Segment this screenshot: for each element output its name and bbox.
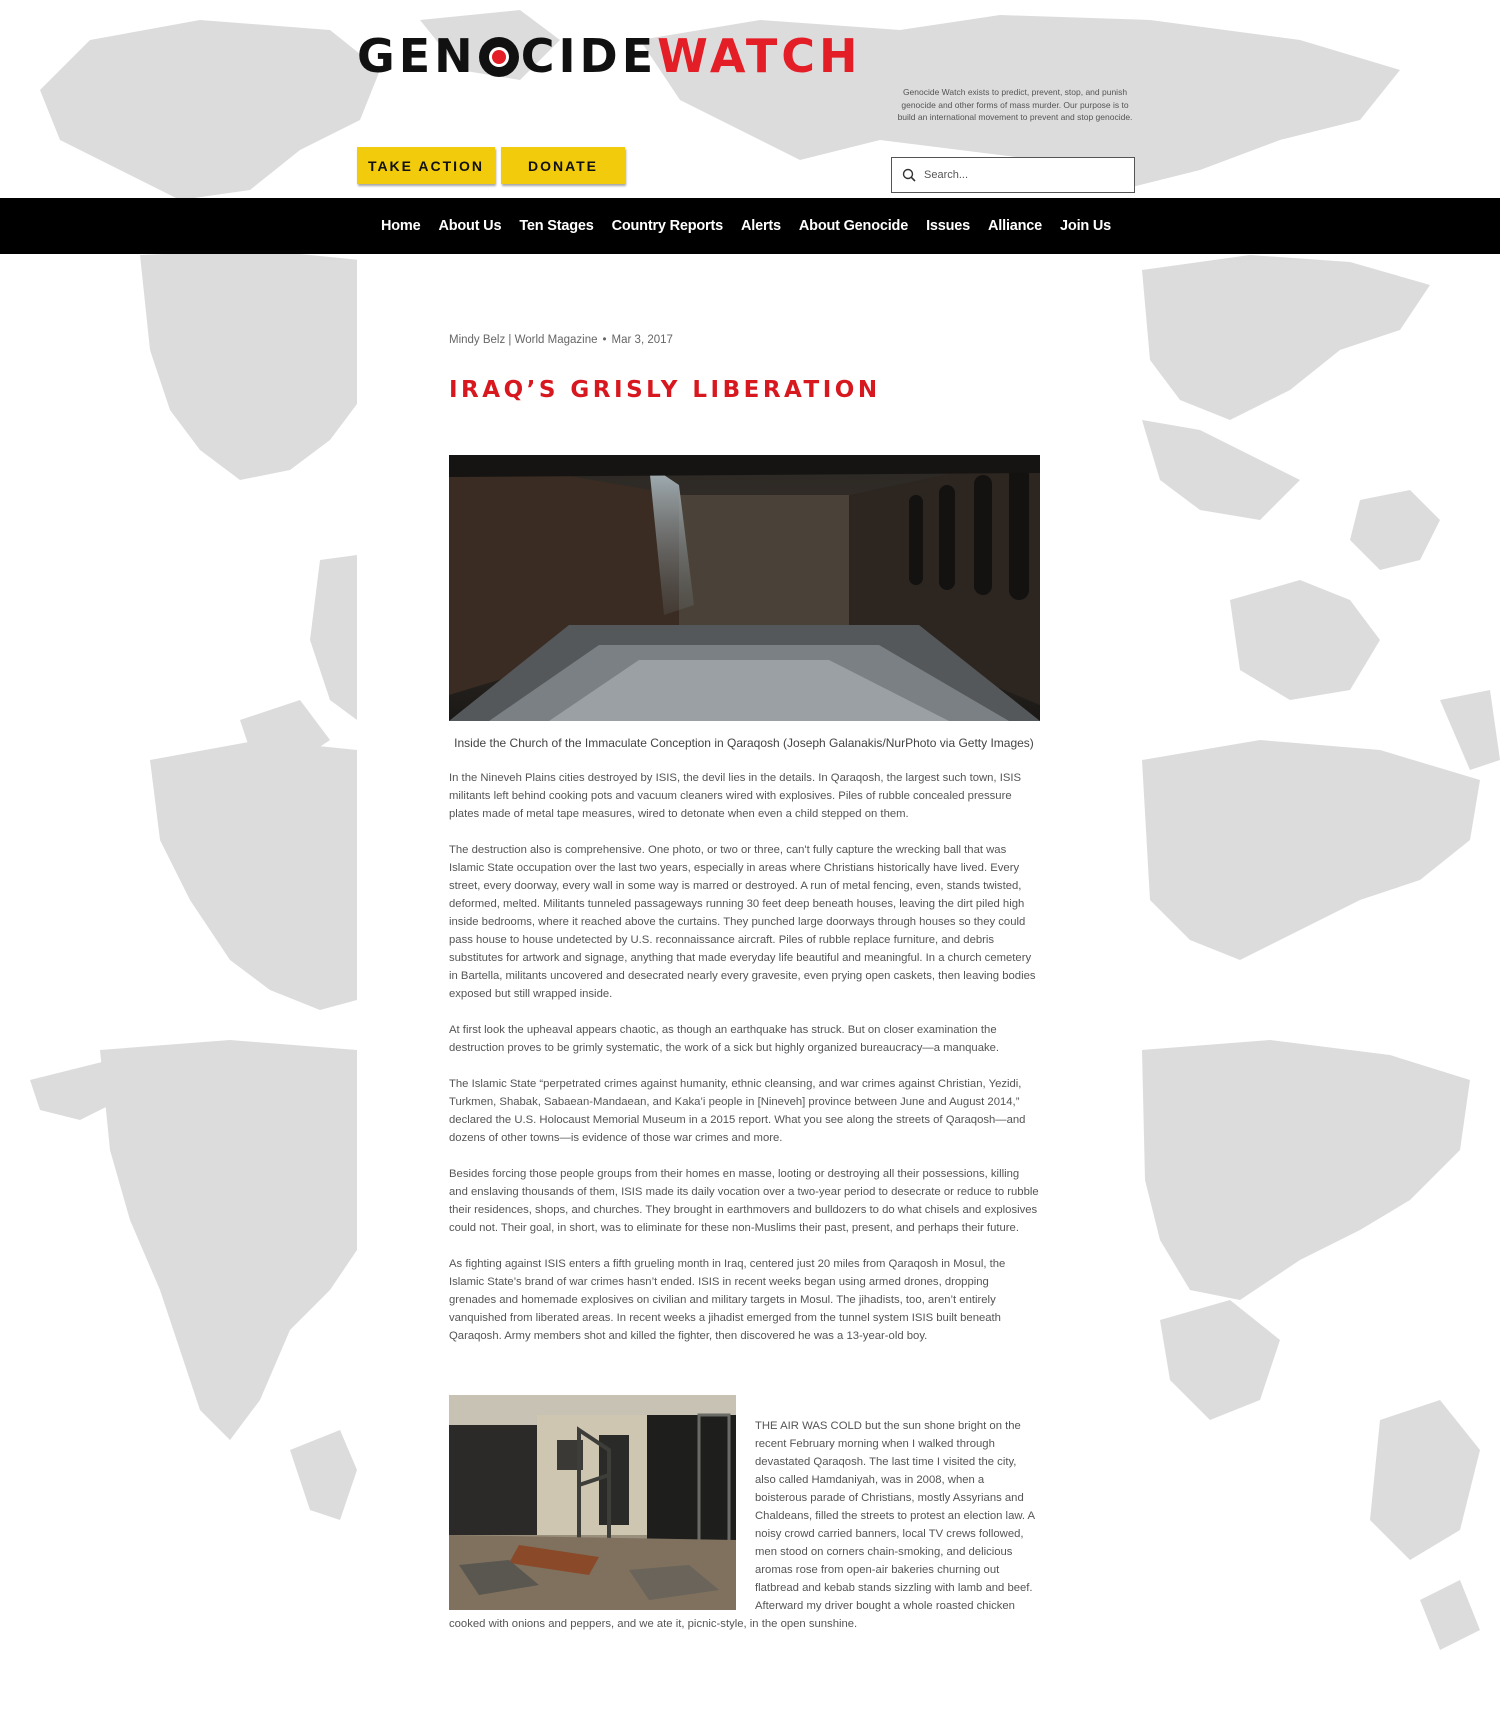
nav-item-alerts[interactable]: Alerts [741,218,781,234]
article-date: Mar 3, 2017 [611,334,673,346]
donate-button[interactable]: DONATE [501,147,625,184]
main-nav [0,198,1500,254]
street-scene-image [449,1395,736,1610]
hero-image-church-interior [449,455,1040,721]
genocide-watch-logo[interactable] [357,30,862,82]
article-panel [357,254,1142,1734]
article-paragraph: In the Nineveh Plains cities destroyed by ISIS, the devil lies in the details. In Qaraqosh, the largest such town, ISIS militants left behind cooking pots and vacuum cleaners wired with explosives. Piles of rubble concealed pressure plates made of metal tape measures, wired to detonate when even a child stepped on them. [449,772,1022,820]
article-paragraph: The destruction also is comprehensive. One photo, or two or three, can't fully capture the wrecking ball that was Islamic State occupation over the last two years, especially in areas where Christians historically have lived. Every street, every doorway, every wall in some way is marred or destroyed. A run of metal fencing, even, stands twisted, deformed, melted. Militants tunneled passageways running 30 feet deep beneath houses, leaving the dirt piled high inside bedrooms, where it reached above the curtains. They punched large doorways through houses so they could pass house to house undetected by U.S. reconnaissance aircraft. Piles of rubble replace furniture, and debris substitutes for artwork and signage, anything that made everyday life beautiful and meaningful. In a church cemetery in Bartella, militants uncovered and desecrated nearly every gravesite, even prying open caskets, then leaving bodies exposed but still wrapped inside. [449,844,1036,1000]
article-meta: Mindy Belz | World Magazine • Mar 3, 2017 [449,334,673,346]
search-icon [902,168,916,182]
search-box[interactable] [891,157,1135,193]
article-paragraph: At first look the upheaval appears chaotic, as though an earthquake has struck. But on closer examination the destruction proves to be grimly systematic, the work of a sick but highly organized bureaucracy—a manquake. [449,1024,1000,1054]
article [449,332,1039,1633]
article-title: IRAQ’S GRISLY LIBERATION [449,377,881,403]
article-paragraph: The Islamic State “perpetrated crimes against humanity, ethnic cleansing, and war crimes against Christian, Yezidi, Turkmen, Shabak, Sabaean-Mandaean, and Kaka’i people in [Nineveh] province between June and August 2014,” declared the U.S. Holocaust Memorial Museum in a 2015 report. What you see along the streets of Qaraqosh—and dozens of other towns—is evidence of those war crimes and more. [449,1078,1026,1144]
eye-logo-icon [479,37,519,77]
article-paragraph: As fighting against ISIS enters a fifth grueling month in Iraq, centered just 20 miles from Qaraqosh in Mosul, the Islamic State’s brand of war crimes hasn’t ended. ISIS in recent weeks began using armed drones, dropping grenades and homemade explosives on civilian and military targets in Mosul. The jihadists, too, aren’t entirely vanquished from liberated areas. In recent weeks a jihadist emerged from the tunnel system ISIS built beneath Qaraqosh. Army members shot and killed the fighter, then discovered he was a 13-year-old boy. [449,1258,1006,1342]
hero-caption: Inside the Church of the Immaculate Conception in Qaraqosh (Joseph Galanakis/NurPhoto via Getty Images) [454,736,1034,750]
nav-item-home[interactable]: Home [380,218,421,234]
article-author[interactable]: Mindy Belz | World Magazine [449,334,598,346]
take-action-button[interactable]: TAKE ACTION [357,147,495,184]
site-tagline: Genocide Watch exists to predict, prevent, stop, and punish genocide and other forms of mass murder. Our purpose is to build an international movement to prevent and stop genocide. [897,87,1133,122]
nav-item-issues[interactable]: Issues [926,218,971,234]
logo-text-part2: CIDE [520,29,658,83]
nav-item-about-genocide[interactable]: About Genocide [798,218,909,234]
article-paragraph: Besides forcing those people groups from their homes en masse, looting or destroying all their possessions, killing and enslaving thousands of them, ISIS made its daily vocation over a two-year period to desecrate or reduce to rubble their residences, shops, and churches. They brought in earthmovers and bulldozers to do what chisels and explosives could not. Their goal, in short, was to eliminate for these non-Muslims their past, present, and perhaps their future. [449,1168,1039,1234]
search-input[interactable] [924,169,1124,181]
nav-item-about-us[interactable]: About Us [438,218,502,234]
article-paragraph-final: THE AIR WAS COLD but the sun shone bright on the recent February morning when I walked through devastated Qaraqosh. The last time I visited the city, also called Hamdaniyah, was in 2008, when a boisterous parade of Christians, mostly Assyrians and Chaldeans, filled the streets to protest an election law. A noisy crowd carried banners, local TV crews followed, men stood on corners chain-smoking, and delicious aromas rose from open-air bakeries churning out flatbread and kebab stands sizzling with lamb and beef. Afterward my driver bought a whole roasted chicken cooked with onions and peppers, and we ate it, picnic-style, in the open sunshine. [449,1420,1035,1630]
image-text-block [449,1395,1039,1633]
nav-item-alliance[interactable]: Alliance [988,218,1043,234]
logo-text-part1: GEN [357,29,477,83]
nav-item-join-us[interactable]: Join Us [1060,218,1112,234]
nav-item-country-reports[interactable]: Country Reports [611,218,723,234]
nav-item-ten-stages[interactable]: Ten Stages [519,218,594,234]
logo-text-part3: WATCH [657,29,862,83]
